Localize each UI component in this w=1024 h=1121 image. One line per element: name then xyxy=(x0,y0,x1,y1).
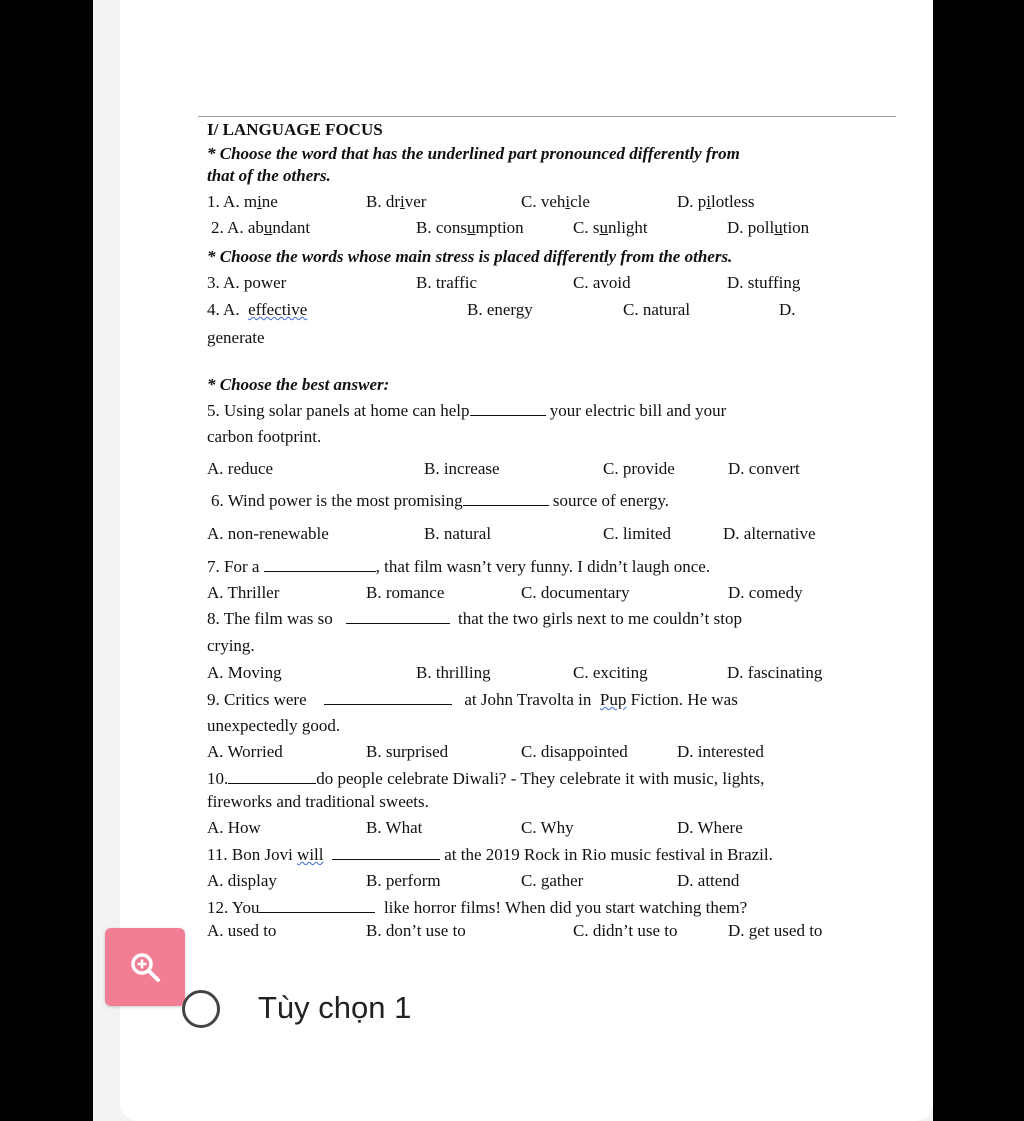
q11-stem: 11. Bon Jovi will at the 2019 Rock in Rio music festival in Brazil. xyxy=(207,845,773,864)
q5-option-a: A. reduce xyxy=(207,459,274,478)
q12-stem: 12. You like horror films! When did you start watching them? xyxy=(207,898,748,917)
q6-blank xyxy=(463,491,549,506)
q10-blank xyxy=(228,769,316,784)
q9-stem-cont: unexpectedly good. xyxy=(207,716,341,735)
instruction-pronunciation-cont: that of the others. xyxy=(207,166,331,185)
zoom-image-button[interactable] xyxy=(105,928,185,1006)
q9-stem: 9. Critics were at John Travolta in Pup Fiction. He was xyxy=(207,690,738,709)
q1-option-b: B. driver xyxy=(366,192,427,211)
q7-option-a: A. Thriller xyxy=(207,583,280,602)
q8-option-b: B. thrilling xyxy=(416,663,491,682)
q9-option-b: B. surprised xyxy=(366,742,449,761)
instruction-best-answer: * Choose the best answer: xyxy=(207,375,390,394)
q12-option-d: D. get used to xyxy=(728,921,823,940)
q10-option-b: B. What xyxy=(366,818,423,837)
q8-option-d: D. fascinating xyxy=(727,663,823,682)
q12-option-b: B. don’t use to xyxy=(366,921,466,940)
q10-option-d: D. Where xyxy=(677,818,743,837)
q5-option-d: D. convert xyxy=(728,459,800,478)
q4-option-b: B. energy xyxy=(467,300,533,319)
q6-option-a: A. non-renewable xyxy=(207,524,329,543)
q5-stem: 5. Using solar panels at home can help your electric bill and your xyxy=(207,401,727,420)
q6-option-b: B. natural xyxy=(424,524,492,543)
q7-option-b: B. romance xyxy=(366,583,445,602)
q6-option-d: D. alternative xyxy=(723,524,816,543)
q12-option-c: C. didn’t use to xyxy=(573,921,678,940)
q9-option-d: D. interested xyxy=(677,742,764,761)
divider xyxy=(198,116,896,117)
q7-option-c: C. documentary xyxy=(521,583,630,602)
q11-blank xyxy=(332,845,440,860)
q11-option-c: C. gather xyxy=(521,871,584,890)
q5-blank xyxy=(470,401,546,416)
q8-stem: 8. The film was so that the two girls next to me couldn’t stop xyxy=(207,609,742,628)
q5-option-b: B. increase xyxy=(424,459,500,478)
q2-option-d: D. pollution xyxy=(727,218,810,237)
q6-option-c: C. limited xyxy=(603,524,671,543)
q5-stem-cont: carbon footprint. xyxy=(207,427,322,446)
q7-option-d: D. comedy xyxy=(728,583,803,602)
section-heading: I/ LANGUAGE FOCUS xyxy=(207,120,383,139)
q8-blank xyxy=(346,609,450,624)
q12-option-a: A. used to xyxy=(207,921,277,940)
q3-option-c: C. avoid xyxy=(573,273,631,292)
q1-option-a: 1. A. mine xyxy=(207,192,278,211)
q5-option-c: C. provide xyxy=(603,459,675,478)
q7-stem: 7. For a , that film wasn’t very funny. I didn’t laugh once. xyxy=(207,557,711,576)
q10-stem: 10. do people celebrate Diwali? - They celebrate it with music, lights, xyxy=(207,769,765,788)
option-1-label[interactable]: Tùy chọn 1 xyxy=(258,990,412,1025)
q8-option-c: C. exciting xyxy=(573,663,648,682)
q6-stem: 6. Wind power is the most promising source of energy. xyxy=(211,491,670,510)
instruction-pronunciation: * Choose the word that has the underlined part pronounced differently from xyxy=(207,144,740,163)
q3-option-d: D. stuffing xyxy=(727,273,801,292)
q11-option-a: A. display xyxy=(207,871,277,890)
q4-option-d: D. xyxy=(779,300,796,319)
q12-blank xyxy=(259,898,375,913)
q9-option-a: A. Worried xyxy=(207,742,283,761)
q2-option-c: C. sunlight xyxy=(573,218,648,237)
q9-option-c: C. disappointed xyxy=(521,742,628,761)
q7-blank xyxy=(264,557,376,572)
q2-option-b: B. consumption xyxy=(416,218,524,237)
q2-option-a: 2. A. abundant xyxy=(211,218,311,237)
q4-option-c: C. natural xyxy=(623,300,691,319)
q4-option-d-text: generate xyxy=(207,328,265,347)
q10-stem-cont: fireworks and traditional sweets. xyxy=(207,792,429,811)
q11-option-b: B. perform xyxy=(366,871,441,890)
q3-option-a: 3. A. power xyxy=(207,273,287,292)
instruction-stress: * Choose the words whose main stress is placed differently from the others. xyxy=(207,247,733,266)
option-1-radio[interactable] xyxy=(182,990,220,1028)
q4-option-a: 4. A. effective xyxy=(207,300,308,319)
q8-option-a: A. Moving xyxy=(207,663,282,682)
q10-option-c: C. Why xyxy=(521,818,574,837)
q8-stem-cont: crying. xyxy=(207,636,255,655)
q1-option-c: C. vehicle xyxy=(521,192,590,211)
q9-blank xyxy=(324,690,452,705)
zoom-in-icon xyxy=(128,950,162,984)
q1-option-d: D. pilotless xyxy=(677,192,755,211)
q10-option-a: A. How xyxy=(207,818,261,837)
q11-option-d: D. attend xyxy=(677,871,740,890)
q3-option-b: B. traffic xyxy=(416,273,478,292)
